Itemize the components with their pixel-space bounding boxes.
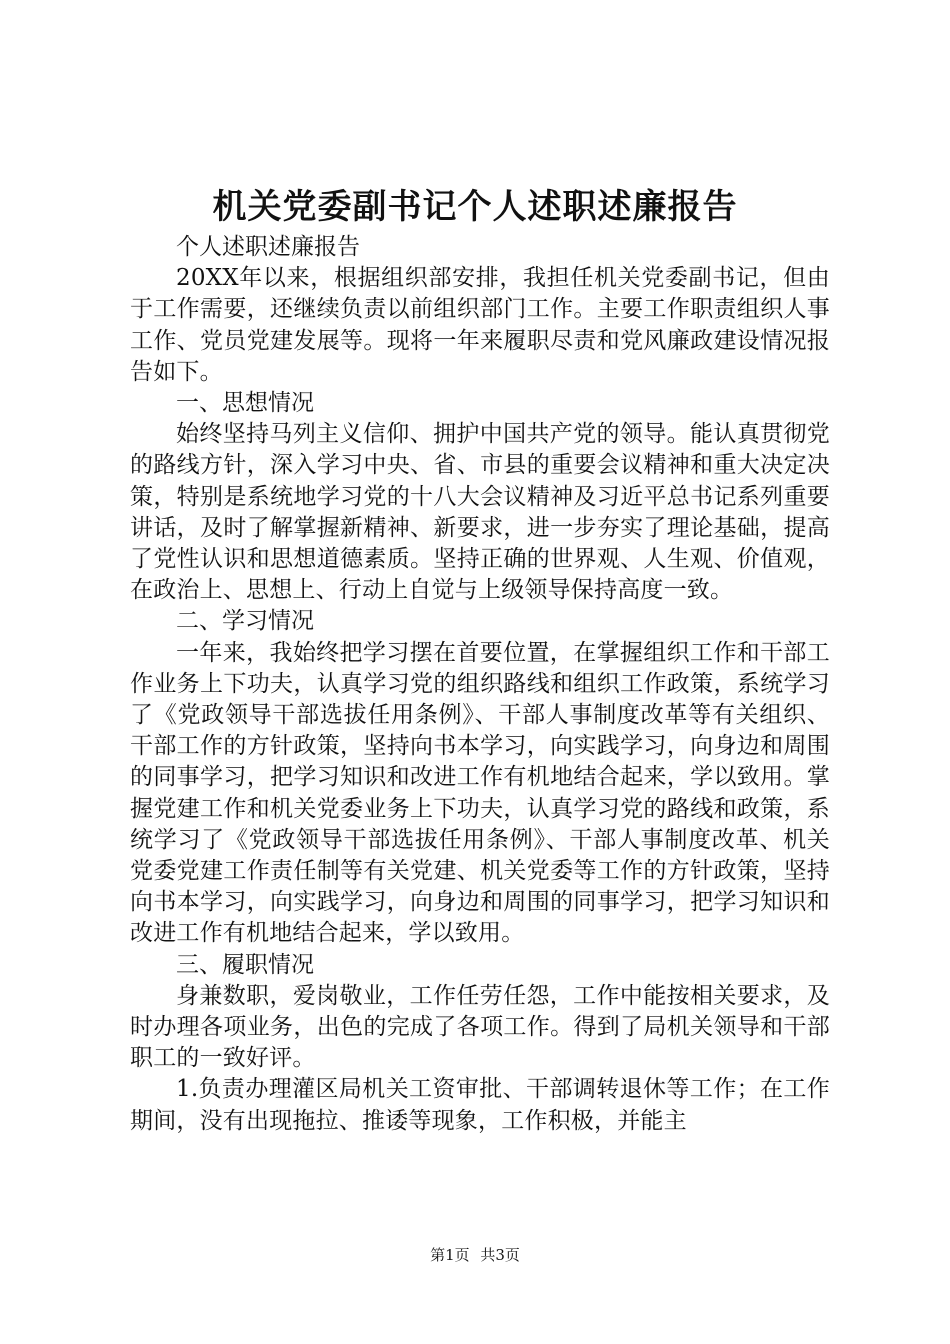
document-subtitle: 个人述职述廉报告 [176,234,360,260]
document-body [130,232,830,1137]
intro-paragraph: 20XX年以来，根据组织部安排，我担任机关党委副书记，但由于工作需要，还继续负责以前组织部门工作。主要工作职责组织人事工作、党员党建发展等。现将一年来履职尽责和党风廉政建设情况报告如下。 [130,265,830,385]
section-heading-thought: 一、思想情况 [176,390,314,417]
section-paragraph: 身兼数职，爱岗敬业，工作任劳任怨，工作中能按相关要求，及时办理各项业务，出色的完成了各项工作。得到了局机关领导和干部职工的一致好评。 [130,982,830,1072]
page-number: 第1页 [430,1246,470,1264]
page-total: 共3页 [480,1246,520,1264]
section-paragraph: 一年来，我始终把学习摆在首要位置，在掌握组织工作和干部工作业务上下功夫，认真学习党的组织路线和组织工作政策，系统学习了《党政领导干部选拔任用条例》、干部人事制度改革等有关组织、干部工作的方针政策，坚持向书本学习，向实践学习，向身边和周围的同事学习，把学习知识和改进工作有机地结合起来，学以致用。掌握党建工作和机关党委业务上下功夫，认真学习党的路线和政策，系统学习了《党政领导干部选拔任用条例》、干部人事制度改革、机关党委党建工作责任制等有关党建、机关党委等工作的方针政策，坚持向书本学习，向实践学习，向身边和周围的同事学习，把学习知识和改进工作有机地结合起来，学以致用。 [130,639,830,947]
page-footer [0,1244,950,1266]
section-paragraph: 1.负责办理灌区局机关工资审批、干部调转退休等工作；在工作期间，没有出现拖拉、推诿等现象，工作积极，并能主 [130,1076,830,1134]
section-heading-study: 二、学习情况 [176,608,314,635]
section-heading-duty: 三、履职情况 [176,951,314,978]
section-paragraph: 始终坚持马列主义信仰、拥护中国共产党的领导。能认真贯彻党的路线方针，深入学习中央、省、市县的重要会议精神和重大决定决策，特别是系统地学习党的十八大会议精神及习近平总书记系列重要讲话，及时了解掌握新精神、新要求，进一步夯实了理论基础，提高了党性认识和思想道德素质。坚持正确的世界观、人生观、价值观，在政治上、思想上、行动上自觉与上级领导保持高度一致。 [130,421,830,604]
document-title: 机关党委副书记个人述职述廉报告 [212,187,738,227]
